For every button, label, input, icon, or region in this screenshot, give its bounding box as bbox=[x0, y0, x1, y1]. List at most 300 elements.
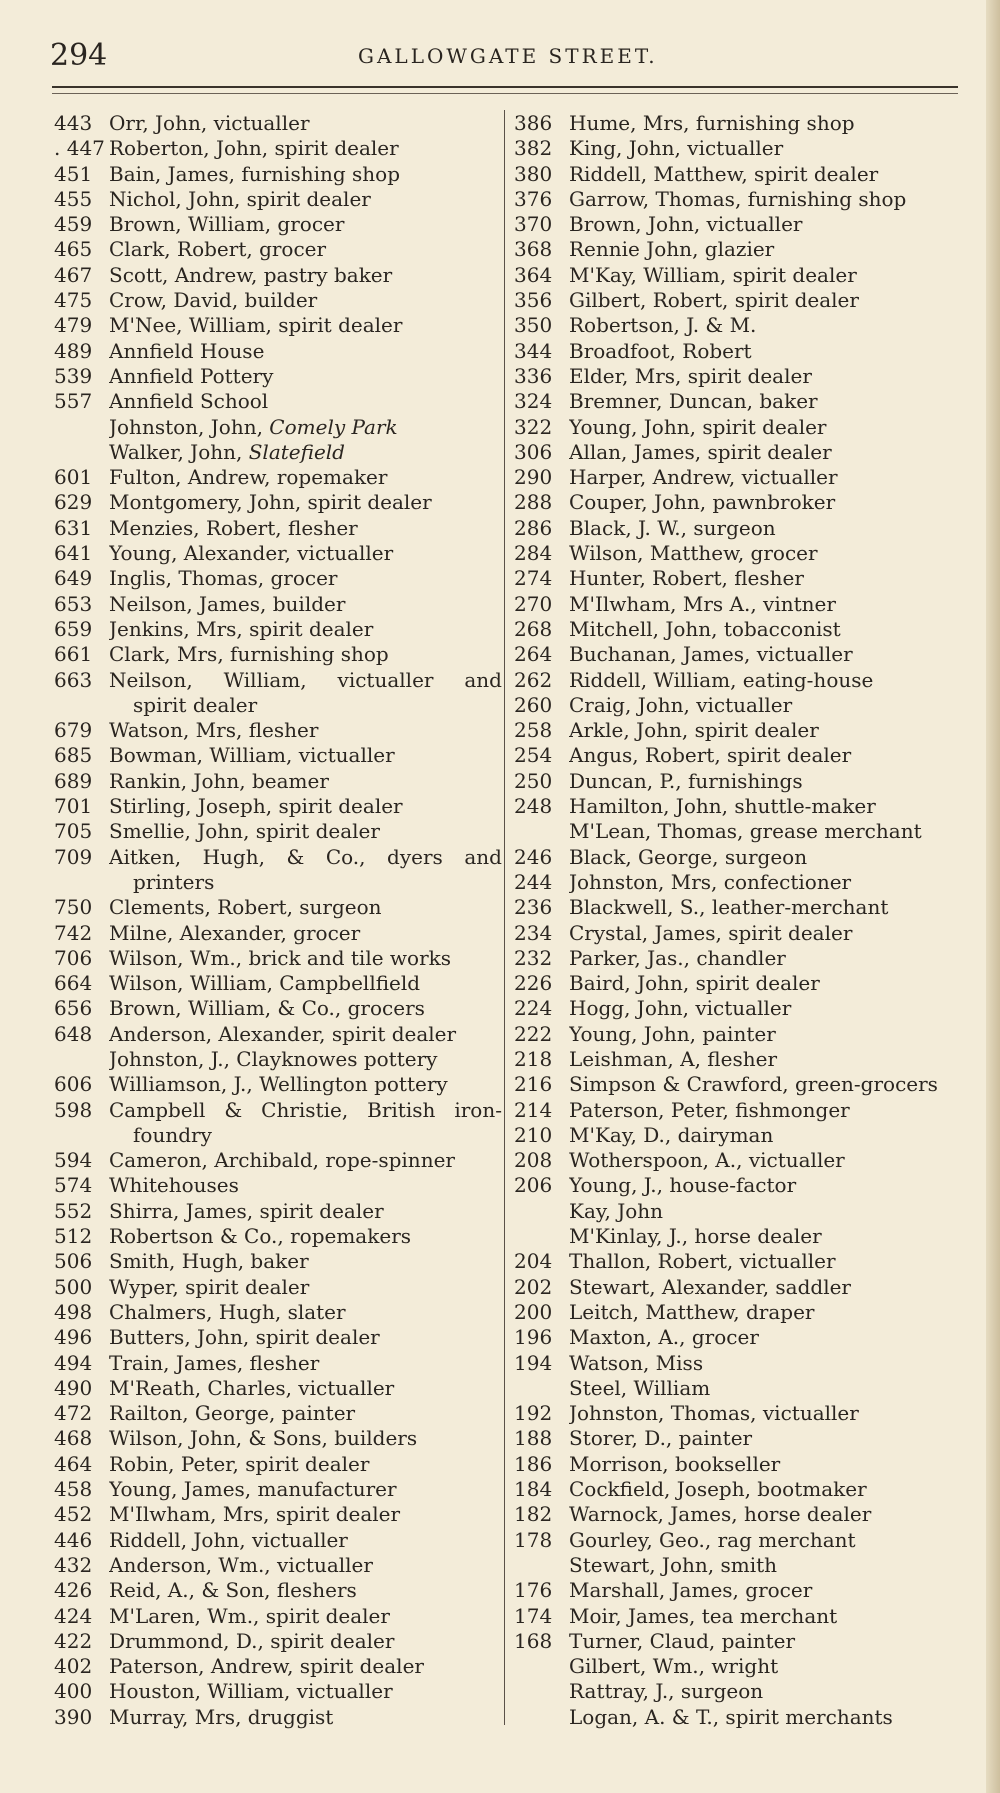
directory-entry bbox=[54, 743, 504, 768]
occupant-text bbox=[109, 946, 504, 971]
right-column bbox=[514, 111, 960, 1730]
occupant-text bbox=[109, 921, 504, 946]
directory-entry bbox=[514, 1401, 960, 1426]
occupant-name: Young, Alexander, victualler bbox=[109, 541, 394, 566]
occupant-text bbox=[109, 440, 504, 465]
header-rule-thick bbox=[52, 86, 958, 88]
directory-entry bbox=[514, 490, 960, 515]
directory-entry bbox=[514, 946, 960, 971]
occupant-name: Wotherspoon, A., victualler bbox=[569, 1148, 845, 1173]
directory-entry bbox=[54, 263, 504, 288]
directory-entry bbox=[54, 1224, 504, 1249]
occupant-text bbox=[569, 946, 960, 971]
directory-entry bbox=[514, 1679, 960, 1704]
directory-entry bbox=[514, 819, 960, 844]
occupant-text bbox=[109, 819, 504, 844]
street-number: 176 bbox=[514, 1578, 553, 1603]
street-number: 274 bbox=[514, 566, 553, 591]
occupant-text bbox=[109, 339, 504, 364]
street-number: 390 bbox=[54, 1704, 93, 1729]
directory-entry bbox=[54, 1173, 504, 1198]
directory-entry bbox=[54, 1401, 504, 1426]
directory-entry bbox=[54, 1452, 504, 1477]
directory-entry bbox=[514, 1502, 960, 1527]
street-number: 268 bbox=[514, 616, 553, 641]
street-number: 324 bbox=[514, 389, 553, 414]
occupant-name: Kay, John bbox=[569, 1198, 664, 1223]
directory-entry bbox=[54, 516, 504, 541]
directory-entry bbox=[514, 566, 960, 591]
directory-entry bbox=[54, 870, 504, 895]
directory-entry bbox=[514, 288, 960, 313]
occupant-name: Allan, James, spirit dealer bbox=[569, 439, 832, 464]
occupant-word: Campbell bbox=[109, 1097, 206, 1122]
occupant-name: Watson, Mrs, flesher bbox=[109, 718, 319, 743]
directory-entry bbox=[54, 566, 504, 591]
occupant-text bbox=[109, 1502, 504, 1527]
street-number: 260 bbox=[514, 692, 553, 717]
street-number: 424 bbox=[54, 1603, 93, 1628]
occupant-name: Turner, Claud, painter bbox=[569, 1628, 796, 1653]
occupant-name: Brown, John, victualler bbox=[569, 212, 803, 237]
occupant-text bbox=[109, 971, 504, 996]
street-number: 236 bbox=[514, 895, 553, 920]
running-title: GALLOWGATE STREET. bbox=[358, 44, 658, 68]
occupant-name: Craig, John, victualler bbox=[569, 692, 793, 717]
occupant-text bbox=[569, 718, 960, 743]
occupant-text bbox=[109, 743, 504, 768]
street-number: 598 bbox=[54, 1097, 93, 1122]
occupant-name: Marshall, James, grocer bbox=[569, 1578, 813, 1603]
occupant-name: Logan, A. & T., spirit merchants bbox=[569, 1704, 893, 1729]
street-number: 222 bbox=[514, 1021, 553, 1046]
street-number: 468 bbox=[54, 1426, 93, 1451]
street-number: 202 bbox=[514, 1274, 553, 1299]
directory-entry bbox=[54, 187, 504, 212]
directory-entry bbox=[514, 111, 960, 136]
directory-entry bbox=[54, 1705, 504, 1730]
occupant-name: Johnston, Thomas, victualler bbox=[569, 1401, 859, 1426]
occupant-text bbox=[569, 1098, 960, 1123]
directory-entry bbox=[54, 693, 504, 718]
directory-entry bbox=[54, 592, 504, 617]
street-number: 706 bbox=[54, 945, 93, 970]
occupant-name: Wilson, Matthew, grocer bbox=[569, 541, 818, 566]
occupant-text bbox=[109, 1604, 504, 1629]
occupant-text bbox=[569, 1502, 960, 1527]
directory-entry bbox=[514, 1199, 960, 1224]
occupant-name: Blackwell, S., leather-merchant bbox=[569, 895, 889, 920]
street-number: 601 bbox=[54, 465, 93, 490]
occupant-text bbox=[569, 870, 960, 895]
occupant-text bbox=[109, 237, 504, 262]
street-number: 322 bbox=[514, 414, 553, 439]
directory-entry bbox=[514, 1275, 960, 1300]
occupant-name: Crow, David, builder bbox=[109, 288, 318, 313]
street-number: 641 bbox=[54, 541, 93, 566]
street-number: 232 bbox=[514, 945, 553, 970]
directory-entry bbox=[514, 1578, 960, 1603]
occupant-name: Fulton, Andrew, ropemaker bbox=[109, 465, 388, 490]
occupant-word: British bbox=[367, 1097, 436, 1122]
occupant-name: Stirling, Joseph, spirit dealer bbox=[109, 794, 403, 819]
street-number: 594 bbox=[54, 1148, 93, 1173]
occupant-name: Menzies, Robert, flesher bbox=[109, 515, 358, 540]
street-number: 290 bbox=[514, 465, 553, 490]
street-number: 264 bbox=[514, 642, 553, 667]
street-number: 705 bbox=[54, 819, 93, 844]
occupant-name: Johnston, J., Clayknowes pottery bbox=[109, 1046, 438, 1071]
street-number: 653 bbox=[54, 591, 93, 616]
occupant-text bbox=[569, 440, 960, 465]
occupant-location: Comely Park bbox=[269, 414, 398, 439]
street-number: 689 bbox=[54, 768, 93, 793]
occupant-text bbox=[569, 415, 960, 440]
occupant-word: & bbox=[224, 1097, 243, 1122]
directory-entry bbox=[514, 1022, 960, 1047]
occupant-text bbox=[109, 592, 504, 617]
occupant-text bbox=[569, 1351, 960, 1376]
street-number: 661 bbox=[54, 642, 93, 667]
directory-entry bbox=[54, 490, 504, 515]
street-number: 455 bbox=[54, 186, 93, 211]
occupant-text bbox=[569, 1275, 960, 1300]
directory-entry bbox=[54, 617, 504, 642]
occupant-name: Gilbert, Robert, spirit dealer bbox=[569, 288, 859, 313]
street-number: 629 bbox=[54, 490, 93, 515]
directory-entry bbox=[514, 187, 960, 212]
directory-entry bbox=[54, 921, 504, 946]
occupant-text bbox=[109, 1275, 504, 1300]
occupant-text bbox=[109, 794, 504, 819]
occupant-text bbox=[109, 389, 504, 414]
occupant-text bbox=[109, 162, 504, 187]
occupant-text bbox=[569, 490, 960, 515]
occupant-text bbox=[569, 895, 960, 920]
street-number: 234 bbox=[514, 920, 553, 945]
occupant-text bbox=[569, 541, 960, 566]
occupant-name: Bremner, Duncan, baker bbox=[569, 389, 818, 414]
occupant-name: Williamson, J., Wellington pottery bbox=[109, 1072, 448, 1097]
occupant-name: Whitehouses bbox=[109, 1173, 239, 1198]
occupant-name: Elder, Mrs, spirit dealer bbox=[569, 363, 812, 388]
occupant-name: foundry bbox=[133, 1122, 212, 1147]
occupant-text bbox=[569, 465, 960, 490]
occupant-text bbox=[569, 996, 960, 1021]
street-number: 208 bbox=[514, 1148, 553, 1173]
occupant-text bbox=[569, 1300, 960, 1325]
street-number: 496 bbox=[54, 1325, 93, 1350]
directory-entry bbox=[514, 364, 960, 389]
directory-entry bbox=[54, 313, 504, 338]
occupant-text bbox=[109, 1300, 504, 1325]
directory-entry bbox=[514, 1553, 960, 1578]
occupant-name: Clements, Robert, surgeon bbox=[109, 895, 382, 920]
occupant-name: Watson, Miss bbox=[569, 1350, 704, 1375]
occupant-word: Co., bbox=[325, 844, 366, 869]
street-number: 288 bbox=[514, 490, 553, 515]
directory-entry bbox=[54, 415, 504, 440]
street-number: 356 bbox=[514, 288, 553, 313]
occupant-text bbox=[569, 617, 960, 642]
occupant-text bbox=[569, 212, 960, 237]
directory-entry bbox=[514, 693, 960, 718]
directory-entry bbox=[514, 592, 960, 617]
occupant-name: M'Laren, Wm., spirit dealer bbox=[109, 1603, 390, 1628]
occupant-name: Baird, John, spirit dealer bbox=[569, 971, 820, 996]
occupant-name: Montgomery, John, spirit dealer bbox=[109, 490, 432, 515]
street-number: 664 bbox=[54, 971, 93, 996]
occupant-name: Train, James, flesher bbox=[109, 1350, 320, 1375]
occupant-text bbox=[569, 389, 960, 414]
occupant-text bbox=[109, 1654, 504, 1679]
occupant-text bbox=[109, 1199, 504, 1224]
street-number: 174 bbox=[514, 1603, 553, 1628]
occupant-text bbox=[109, 1351, 504, 1376]
occupant-name: Rennie John, glazier bbox=[569, 237, 775, 262]
occupant-text bbox=[569, 971, 960, 996]
directory-entry bbox=[514, 162, 960, 187]
street-number: 446 bbox=[54, 1527, 93, 1552]
occupant-name: M'Ilwham, Mrs A., vintner bbox=[569, 591, 836, 616]
column-divider bbox=[504, 110, 505, 1725]
street-number: 648 bbox=[54, 1021, 93, 1046]
directory-entry bbox=[514, 617, 960, 642]
street-number: 216 bbox=[514, 1072, 553, 1097]
directory-entry bbox=[54, 845, 504, 870]
occupant-text bbox=[569, 819, 960, 844]
directory-entry bbox=[514, 1376, 960, 1401]
occupant-text bbox=[569, 1604, 960, 1629]
street-number: 218 bbox=[514, 1046, 553, 1071]
street-number: 465 bbox=[54, 237, 93, 262]
occupant-name: Thallon, Robert, victualler bbox=[569, 1249, 836, 1274]
occupant-text bbox=[109, 1072, 504, 1097]
directory-entry bbox=[54, 465, 504, 490]
occupant-name: Annfield School bbox=[109, 389, 269, 414]
street-number: 184 bbox=[514, 1477, 553, 1502]
street-number: 246 bbox=[514, 844, 553, 869]
street-number: 475 bbox=[54, 288, 93, 313]
occupant-text bbox=[109, 668, 504, 693]
occupant-text bbox=[109, 1148, 504, 1173]
occupant-text bbox=[109, 895, 504, 920]
street-number: 386 bbox=[514, 111, 553, 135]
occupant-text bbox=[569, 1022, 960, 1047]
occupant-name: Maxton, A., grocer bbox=[569, 1325, 759, 1350]
occupant-name: Bain, James, furnishing shop bbox=[109, 161, 401, 186]
occupant-text bbox=[109, 1173, 504, 1198]
directory-entry bbox=[514, 339, 960, 364]
occupant-name: Inglis, Thomas, grocer bbox=[109, 566, 338, 591]
street-number: 182 bbox=[514, 1502, 553, 1527]
occupant-name: King, John, victualler bbox=[569, 136, 784, 161]
directory-entry bbox=[514, 1654, 960, 1679]
occupant-text bbox=[109, 288, 504, 313]
directory-entry bbox=[54, 769, 504, 794]
street-number: 204 bbox=[514, 1249, 553, 1274]
occupant-name: Orr, John, victualler bbox=[109, 111, 310, 135]
street-number: 262 bbox=[514, 667, 553, 692]
directory-entry bbox=[514, 465, 960, 490]
occupant-name: Railton, George, painter bbox=[109, 1401, 356, 1426]
occupant-name: Wilson, Wm., brick and tile works bbox=[109, 945, 452, 970]
occupant-name: Young, John, spirit dealer bbox=[569, 414, 827, 439]
street-number: 426 bbox=[54, 1578, 93, 1603]
directory-entry bbox=[54, 364, 504, 389]
directory-entry bbox=[54, 1502, 504, 1527]
occupant-name: Annfield Pottery bbox=[109, 363, 274, 388]
occupant-name: Neilson, James, builder bbox=[109, 591, 346, 616]
directory-entry bbox=[514, 1148, 960, 1173]
street-number: 663 bbox=[54, 667, 93, 692]
occupant-name: Stewart, Alexander, saddler bbox=[569, 1274, 851, 1299]
street-number: 380 bbox=[514, 161, 553, 186]
directory-entry bbox=[54, 440, 504, 465]
directory-entry bbox=[54, 642, 504, 667]
occupant-text bbox=[109, 870, 504, 895]
occupant-text bbox=[569, 592, 960, 617]
occupant-text bbox=[109, 465, 504, 490]
occupant-name: Annfield House bbox=[109, 338, 265, 363]
occupant-name: Butters, John, spirit dealer bbox=[109, 1325, 380, 1350]
occupant-text bbox=[109, 212, 504, 237]
occupant-word: and bbox=[464, 844, 502, 869]
occupant-name: Cameron, Archibald, rope-spinner bbox=[109, 1148, 455, 1173]
street-number: 750 bbox=[54, 895, 93, 920]
occupant-text bbox=[109, 313, 504, 338]
occupant-text bbox=[569, 111, 960, 136]
occupant-name: Paterson, Andrew, spirit dealer bbox=[109, 1654, 424, 1679]
street-number: 270 bbox=[514, 591, 553, 616]
occupant-name: Robertson & Co., ropemakers bbox=[109, 1224, 412, 1249]
occupant-name: Nichol, John, spirit dealer bbox=[109, 186, 371, 211]
occupant-name: Warnock, James, horse dealer bbox=[569, 1502, 872, 1527]
occupant-name: Clark, Mrs, furnishing shop bbox=[109, 642, 389, 667]
occupant-text bbox=[109, 490, 504, 515]
occupant-name: Garrow, Thomas, furnishing shop bbox=[569, 186, 907, 211]
directory-entry bbox=[54, 136, 504, 161]
occupant-text bbox=[569, 288, 960, 313]
occupant-name: Angus, Robert, spirit dealer bbox=[569, 743, 852, 768]
occupant-name: Couper, John, pawnbroker bbox=[569, 490, 836, 515]
occupant-text bbox=[109, 1098, 504, 1123]
occupant-name: Simpson & Crawford, green-grocers bbox=[569, 1072, 938, 1097]
occupant-name: Smellie, John, spirit dealer bbox=[109, 819, 380, 844]
occupant-name: Gilbert, Wm., wright bbox=[569, 1654, 779, 1679]
street-number: 679 bbox=[54, 718, 93, 743]
occupant-name: Riddell, John, victualler bbox=[109, 1527, 348, 1552]
street-number: 459 bbox=[54, 212, 93, 237]
street-number: 188 bbox=[514, 1426, 553, 1451]
occupant-text bbox=[569, 1376, 960, 1401]
street-number: 472 bbox=[54, 1401, 93, 1426]
street-number: 458 bbox=[54, 1477, 93, 1502]
directory-entry bbox=[514, 263, 960, 288]
occupant-text bbox=[569, 1173, 960, 1198]
occupant-name: Hunter, Robert, flesher bbox=[569, 566, 804, 591]
occupant-text bbox=[109, 263, 504, 288]
street-number: 656 bbox=[54, 996, 93, 1021]
street-number: 631 bbox=[54, 515, 93, 540]
occupant-text bbox=[569, 668, 960, 693]
occupant-name: M'Kinlay, J., horse dealer bbox=[569, 1224, 822, 1249]
occupant-name: M'Ilwham, Mrs, spirit dealer bbox=[109, 1502, 401, 1527]
street-number: 422 bbox=[54, 1628, 93, 1653]
page-header bbox=[50, 38, 950, 78]
directory-entry bbox=[514, 921, 960, 946]
occupant-text bbox=[109, 1452, 504, 1477]
occupant-text bbox=[109, 1553, 504, 1578]
directory-entry bbox=[514, 794, 960, 819]
directory-entry bbox=[54, 389, 504, 414]
occupant-name: Hume, Mrs, furnishing shop bbox=[569, 111, 855, 135]
directory-entry bbox=[54, 1148, 504, 1173]
directory-entry bbox=[514, 1123, 960, 1148]
directory-entry bbox=[514, 1477, 960, 1502]
directory-entry bbox=[54, 1553, 504, 1578]
directory-entry bbox=[514, 1705, 960, 1730]
occupant-name: Parker, Jas., chandler bbox=[569, 945, 786, 970]
occupant-word: Neilson, bbox=[109, 667, 193, 692]
directory-entry bbox=[54, 1604, 504, 1629]
occupant-word: William, bbox=[223, 667, 307, 692]
occupant-name: Steel, William bbox=[569, 1375, 711, 1400]
occupant-text bbox=[569, 364, 960, 389]
directory-entry bbox=[54, 212, 504, 237]
street-number: 574 bbox=[54, 1173, 93, 1198]
street-number: 306 bbox=[514, 439, 553, 464]
directory-entry bbox=[514, 440, 960, 465]
occupant-text bbox=[569, 1426, 960, 1451]
street-number: 250 bbox=[514, 768, 553, 793]
directory-entry bbox=[54, 1199, 504, 1224]
street-number: 452 bbox=[54, 1502, 93, 1527]
occupant-text bbox=[569, 921, 960, 946]
occupant-name: printers bbox=[133, 869, 215, 894]
occupant-name: Young, John, painter bbox=[569, 1021, 776, 1046]
directory-entry bbox=[514, 769, 960, 794]
directory-entry bbox=[514, 389, 960, 414]
street-number: 402 bbox=[54, 1654, 93, 1679]
street-number: 344 bbox=[514, 338, 553, 363]
occupant-text bbox=[109, 1249, 504, 1274]
occupant-text bbox=[569, 1553, 960, 1578]
occupant-word: dyers bbox=[387, 844, 443, 869]
directory-entry bbox=[514, 415, 960, 440]
directory-entry bbox=[514, 1629, 960, 1654]
occupant-name: Shirra, James, spirit dealer bbox=[109, 1198, 384, 1223]
street-number: 206 bbox=[514, 1173, 553, 1198]
occupant-name: Wilson, William, Campbellfield bbox=[109, 971, 421, 996]
occupant-name: Morrison, bookseller bbox=[569, 1451, 781, 1476]
occupant-name: Johnston, Mrs, confectioner bbox=[569, 869, 852, 894]
directory-entry bbox=[54, 1022, 504, 1047]
occupant-name: Broadfoot, Robert bbox=[569, 338, 752, 363]
occupant-name: Stewart, John, smith bbox=[569, 1552, 778, 1577]
street-number: 168 bbox=[514, 1628, 553, 1653]
directory-entry bbox=[514, 1224, 960, 1249]
occupant-name: Reid, A., & Son, fleshers bbox=[109, 1578, 357, 1603]
directory-entry bbox=[54, 1578, 504, 1603]
street-number: 364 bbox=[514, 262, 553, 287]
occupant-text bbox=[109, 1022, 504, 1047]
directory-entry bbox=[514, 718, 960, 743]
directory-entry bbox=[54, 1351, 504, 1376]
street-number: 606 bbox=[54, 1072, 93, 1097]
street-number: 742 bbox=[54, 920, 93, 945]
occupant-name: Wilson, John, & Sons, builders bbox=[109, 1426, 418, 1451]
